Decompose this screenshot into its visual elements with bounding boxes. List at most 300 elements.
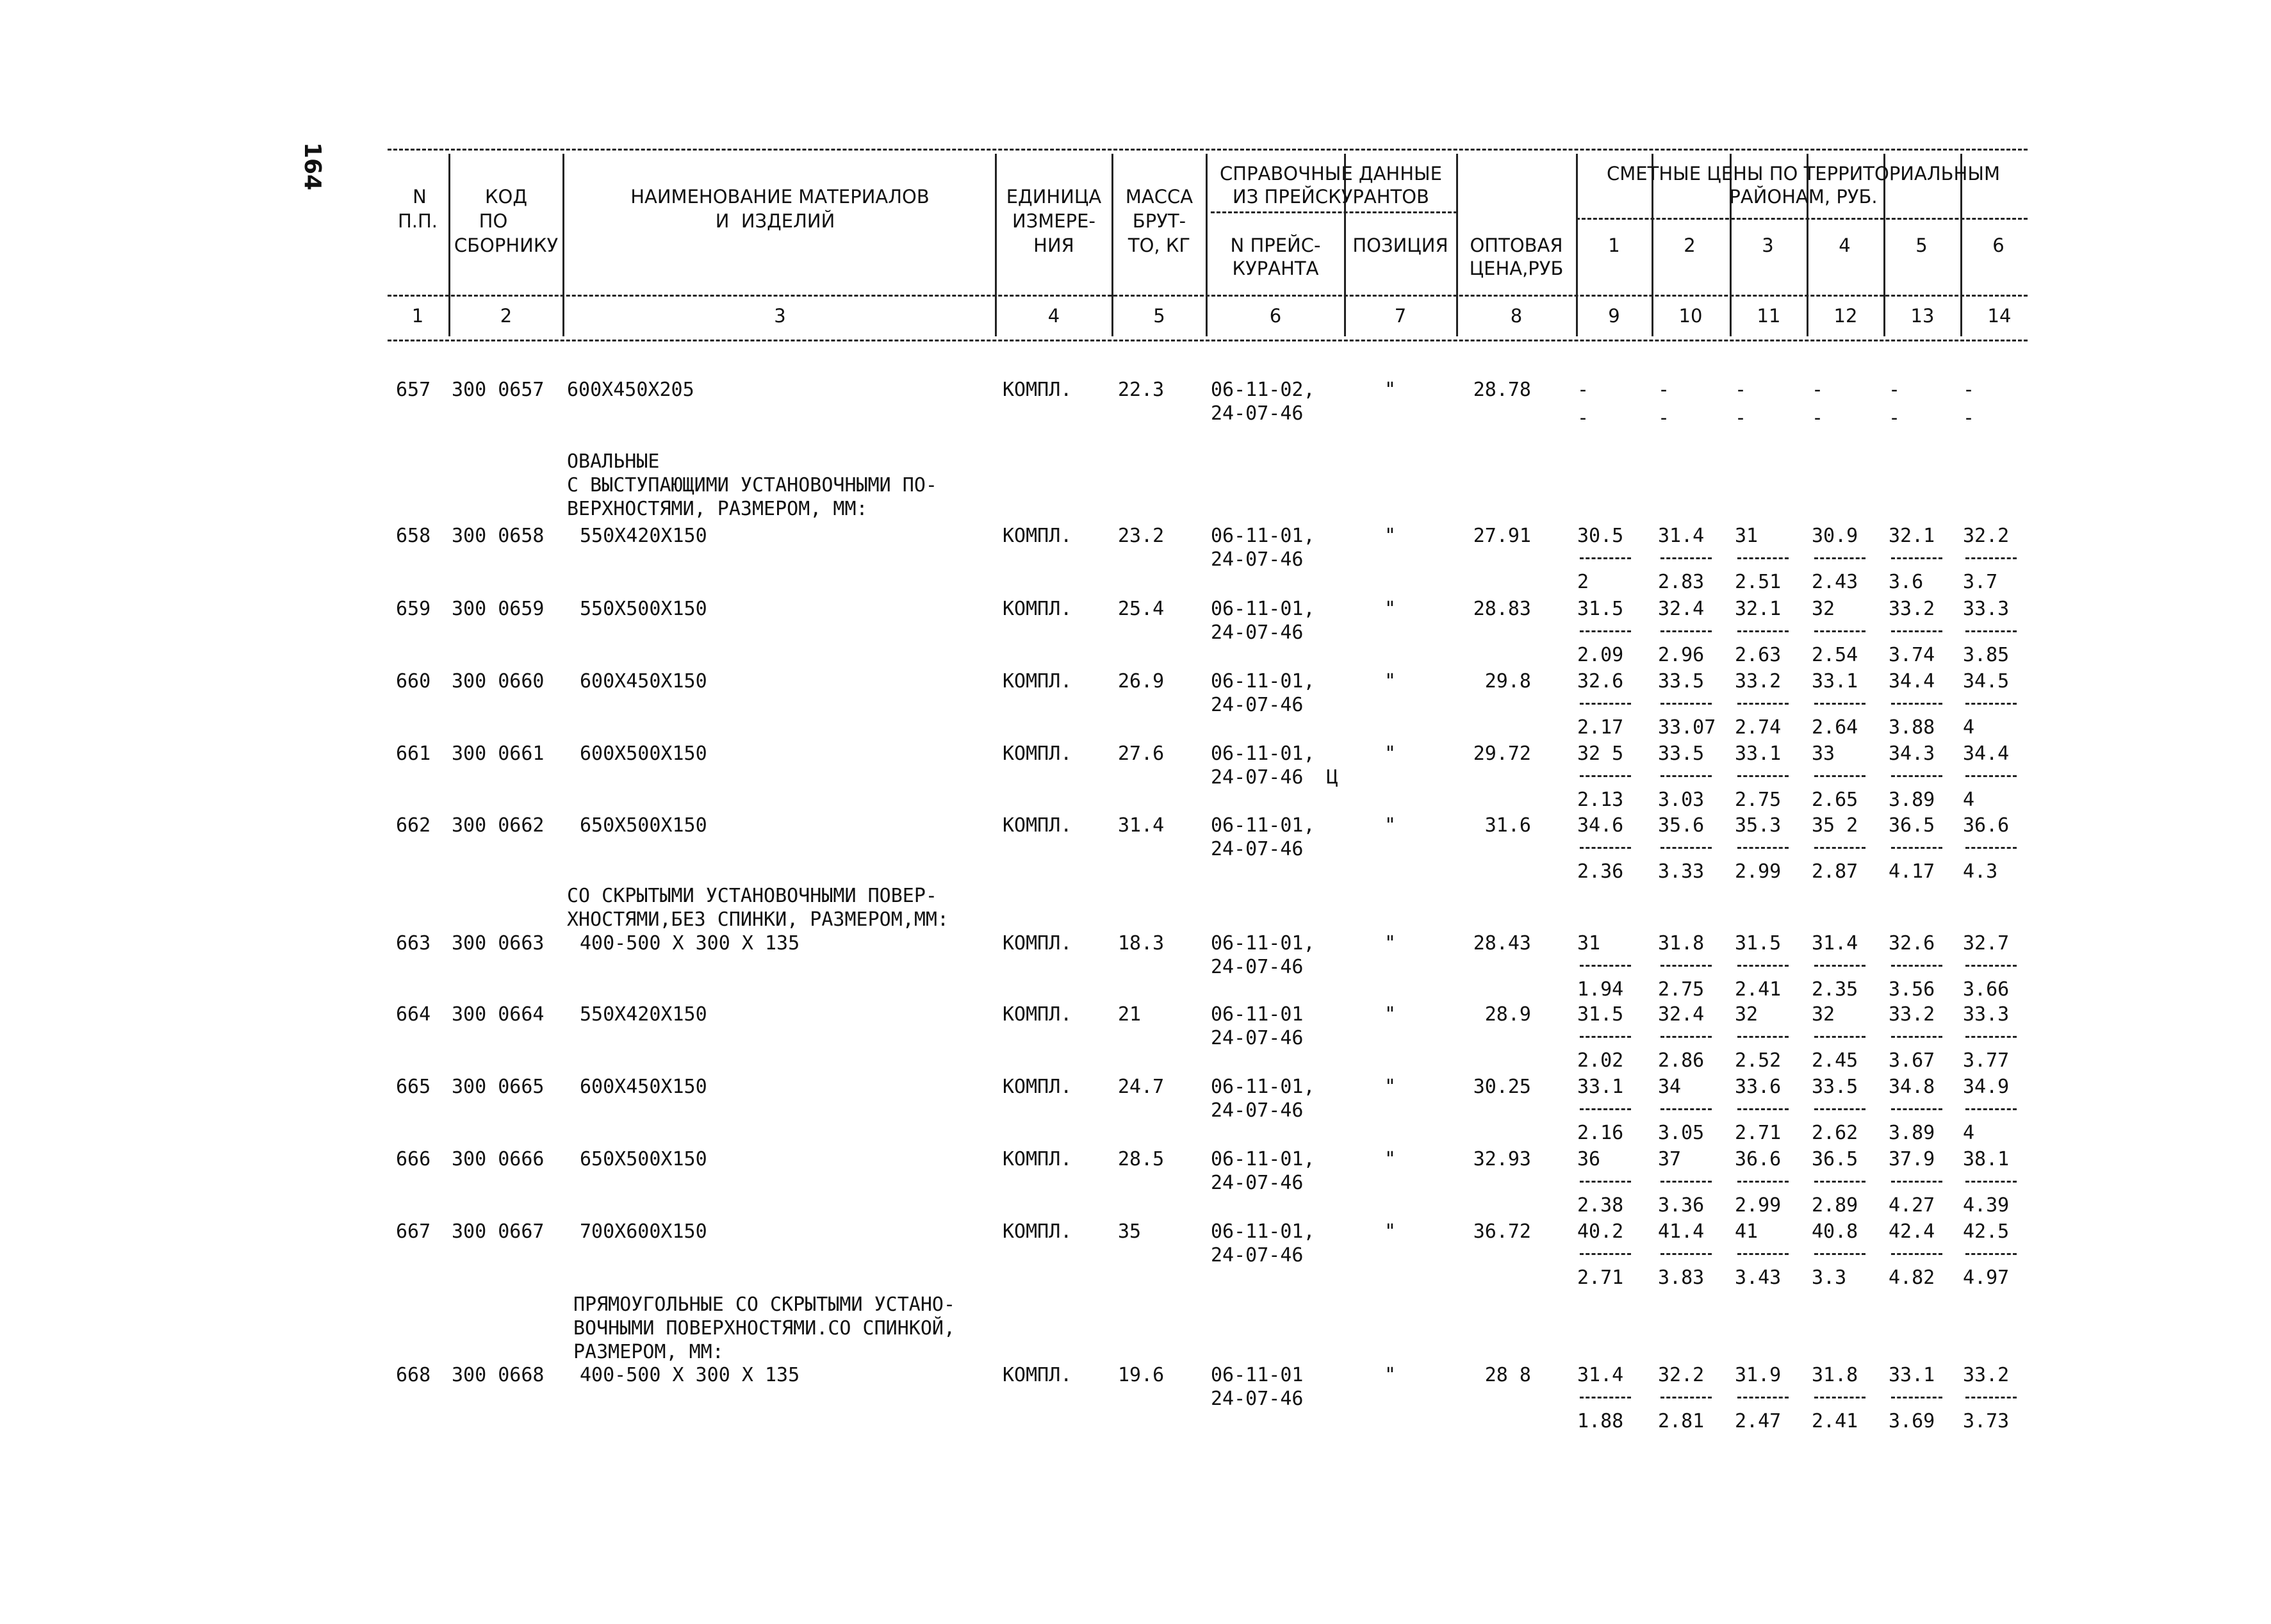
region-price: 33.2 xyxy=(1963,1364,2010,1386)
column-number: 7 xyxy=(1394,305,1407,327)
row-price-list: 24-07-46 xyxy=(1211,956,1304,978)
fraction-bar xyxy=(1660,965,1712,967)
row-wholesale-price: 31.6 xyxy=(1484,814,1531,837)
region-price: 32.7 xyxy=(1963,932,2010,955)
region-price: 34.9 xyxy=(1963,1076,2010,1098)
row-number: 666 xyxy=(396,1148,431,1170)
fraction-bar xyxy=(1814,1036,1865,1038)
region-price-denominator: 2.41 xyxy=(1735,978,1782,1001)
region-price: 36.5 xyxy=(1812,1148,1858,1170)
row-mass: 19.6 xyxy=(1118,1364,1165,1386)
region-price-denominator: 3.66 xyxy=(1963,978,2010,1001)
row-code: 300 0658 xyxy=(452,525,545,547)
fraction-bar xyxy=(1814,1108,1865,1110)
row-name: 700X600X150 xyxy=(580,1220,707,1243)
region-price: - xyxy=(1735,379,1747,401)
fraction-bar xyxy=(1814,1397,1865,1398)
section-heading: ПРЯМОУГОЛЬНЫЕ СО СКРЫТЫМИ УСТАНО- xyxy=(573,1293,956,1316)
region-price: 33.1 xyxy=(1577,1076,1624,1098)
region-price-denominator: 3.74 xyxy=(1889,644,1935,666)
region-price: 31.9 xyxy=(1735,1364,1782,1386)
region-price-denominator: 3.56 xyxy=(1889,978,1935,1001)
row-price-list: 24-07-46 xyxy=(1211,694,1304,716)
header-position: ПОЗИЦИЯ xyxy=(1352,234,1448,256)
fraction-bar xyxy=(1814,1253,1865,1255)
header-unit: ИЗМЕРЕ- xyxy=(1012,210,1095,232)
header-mass: МАССА xyxy=(1125,186,1193,208)
fraction-bar xyxy=(1965,1108,2017,1110)
region-price-denominator: 2.65 xyxy=(1812,789,1858,811)
fraction-bar xyxy=(1660,1108,1712,1110)
region-price-denominator: - xyxy=(1735,407,1747,429)
row-wholesale-price: 32.93 xyxy=(1473,1148,1531,1170)
row-unit: КОМПЛ. xyxy=(1003,814,1072,837)
row-mass: 27.6 xyxy=(1118,742,1165,765)
fraction-bar xyxy=(1580,1108,1631,1110)
region-price: 32.6 xyxy=(1889,932,1935,955)
row-wholesale-price: 36.72 xyxy=(1473,1220,1531,1243)
row-position: " xyxy=(1384,1220,1397,1243)
header-price-list: N ПРЕЙС- xyxy=(1230,234,1321,256)
region-price: 30.5 xyxy=(1577,525,1624,547)
fraction-bar xyxy=(1814,847,1865,849)
row-code: 300 0666 xyxy=(452,1148,545,1170)
region-price-denominator: 33.07 xyxy=(1658,716,1716,739)
row-number: 668 xyxy=(396,1364,431,1386)
region-price-denominator: 3.43 xyxy=(1735,1267,1782,1289)
row-code: 300 0657 xyxy=(452,379,545,401)
region-price: 40.8 xyxy=(1812,1220,1858,1243)
region-price-denominator: 2.64 xyxy=(1812,716,1858,739)
region-price: 42.4 xyxy=(1889,1220,1935,1243)
header-mass: ТО, КГ xyxy=(1127,234,1191,256)
row-name: 550X420X150 xyxy=(580,1003,707,1026)
region-price: 40.2 xyxy=(1577,1220,1624,1243)
row-wholesale-price: 28.43 xyxy=(1473,932,1531,955)
row-name: 600X450X150 xyxy=(580,670,707,693)
region-price-denominator: 2.75 xyxy=(1735,789,1782,811)
region-price: 36.6 xyxy=(1735,1148,1782,1170)
header-name: НАИМЕНОВАНИЕ МАТЕРИАЛОВ xyxy=(630,186,930,208)
region-price-denominator: 3.89 xyxy=(1889,1122,1935,1144)
region-price: 32.6 xyxy=(1577,670,1624,693)
fraction-bar xyxy=(1965,965,2017,967)
fraction-bar xyxy=(1737,965,1789,967)
row-position: " xyxy=(1384,1003,1397,1026)
region-price: 34.8 xyxy=(1889,1076,1935,1098)
region-price-denominator: 2.99 xyxy=(1735,860,1782,883)
section-heading: ВЕРХНОСТЯМИ, РАЗМЕРОМ, ММ: xyxy=(567,498,868,520)
region-price-denominator: 4 xyxy=(1963,1122,1975,1144)
region-price: 37 xyxy=(1658,1148,1682,1170)
region-price: 33.1 xyxy=(1735,742,1782,765)
fraction-bar xyxy=(1965,847,2017,849)
region-price: 31 xyxy=(1577,932,1601,955)
row-position: " xyxy=(1384,742,1397,765)
fraction-bar xyxy=(1891,965,1942,967)
row-wholesale-price: 29.8 xyxy=(1484,670,1531,693)
region-price-denominator: 1.88 xyxy=(1577,1410,1624,1432)
row-price-list: 24-07-46 xyxy=(1211,1099,1304,1122)
row-code: 300 0663 xyxy=(452,932,545,955)
row-position: " xyxy=(1384,598,1397,620)
region-price-denominator: 2.83 xyxy=(1658,571,1705,593)
region-price-denominator: - xyxy=(1812,407,1824,429)
region-price: 32.4 xyxy=(1658,598,1705,620)
row-mass: 21 xyxy=(1118,1003,1142,1026)
header-ref-group: ИЗ ПРЕЙСКУРАНТОВ xyxy=(1233,186,1429,208)
region-price-denominator: 2.38 xyxy=(1577,1194,1624,1217)
header-name: И ИЗДЕЛИЙ xyxy=(715,210,835,232)
region-price-denominator: 3.3 xyxy=(1812,1267,1847,1289)
header-price-list: КУРАНТА xyxy=(1232,258,1319,279)
fraction-bar xyxy=(1580,630,1631,632)
header-region: 1 xyxy=(1608,234,1620,256)
region-price: - xyxy=(1577,379,1589,401)
section-heading: ВОЧНЫМИ ПОВЕРХНОСТЯМИ.СО СПИНКОЙ, xyxy=(573,1317,956,1340)
row-position: " xyxy=(1384,932,1397,955)
row-code: 300 0664 xyxy=(452,1003,545,1026)
fraction-bar xyxy=(1814,775,1865,777)
row-code: 300 0662 xyxy=(452,814,545,837)
fraction-bar xyxy=(1737,1036,1789,1038)
row-mass: 28.5 xyxy=(1118,1148,1165,1170)
row-price-list: 06-11-01, xyxy=(1211,932,1315,955)
column-divider xyxy=(562,154,564,336)
row-position: " xyxy=(1384,814,1397,837)
header-bottom-rule xyxy=(388,340,2028,341)
row-number: 662 xyxy=(396,814,431,837)
row-unit: КОМПЛ. xyxy=(1003,1220,1072,1243)
fraction-bar xyxy=(1580,703,1631,705)
region-price-denominator: - xyxy=(1577,407,1589,429)
fraction-bar xyxy=(1891,557,1942,559)
fraction-bar xyxy=(1965,1181,2017,1183)
row-wholesale-price: 28.9 xyxy=(1484,1003,1531,1026)
region-price: 33.5 xyxy=(1812,1076,1858,1098)
header-wholesale: ОПТОВАЯ xyxy=(1470,234,1563,256)
row-position: " xyxy=(1384,670,1397,693)
row-unit: КОМПЛ. xyxy=(1003,379,1072,401)
region-price-denominator: 3.73 xyxy=(1963,1410,2010,1432)
region-price-denominator: 3.6 xyxy=(1889,571,1924,593)
row-wholesale-price: 27.91 xyxy=(1473,525,1531,547)
region-price-denominator: 2.54 xyxy=(1812,644,1858,666)
region-price: 32.1 xyxy=(1889,525,1935,547)
region-price: 31.4 xyxy=(1577,1364,1624,1386)
section-heading: СО СКРЫТЫМИ УСТАНОВОЧНЫМИ ПОВЕР- xyxy=(567,885,937,907)
region-price: 33.5 xyxy=(1658,742,1705,765)
fraction-bar xyxy=(1891,1108,1942,1110)
fraction-bar xyxy=(1965,1036,2017,1038)
region-price-denominator: 2.63 xyxy=(1735,644,1782,666)
row-wholesale-price: 28.83 xyxy=(1473,598,1531,620)
row-unit: КОМПЛ. xyxy=(1003,1076,1072,1098)
region-price-denominator: 3.69 xyxy=(1889,1410,1935,1432)
region-price: 32.4 xyxy=(1658,1003,1705,1026)
region-price: 33.2 xyxy=(1889,1003,1935,1026)
fraction-bar xyxy=(1580,1253,1631,1255)
fraction-bar xyxy=(1891,630,1942,632)
column-number: 13 xyxy=(1910,305,1935,327)
column-number: 8 xyxy=(1510,305,1523,327)
region-price: 33 xyxy=(1812,742,1835,765)
row-unit: КОМПЛ. xyxy=(1003,1003,1072,1026)
region-price: 32 xyxy=(1812,1003,1835,1026)
region-price-denominator: 4.39 xyxy=(1963,1194,2010,1217)
region-price-denominator: 2.13 xyxy=(1577,789,1624,811)
row-position: " xyxy=(1384,525,1397,547)
region-price-denominator: 3.05 xyxy=(1658,1122,1705,1144)
header-code: СБОРНИКУ xyxy=(454,234,559,256)
column-numbers-top-rule xyxy=(388,295,2028,297)
column-divider xyxy=(448,154,450,336)
row-price-list: 06-11-01, xyxy=(1211,525,1315,547)
row-name: 600X500X150 xyxy=(580,742,707,765)
header-estimate-group: РАЙОНАМ, РУБ. xyxy=(1729,186,1878,208)
row-name: 650X500X150 xyxy=(580,814,707,837)
region-price-denominator: 3.89 xyxy=(1889,789,1935,811)
row-mass: 24.7 xyxy=(1118,1076,1165,1098)
fraction-bar xyxy=(1891,703,1942,705)
fraction-bar xyxy=(1580,775,1631,777)
fraction-bar xyxy=(1660,1181,1712,1183)
column-number: 12 xyxy=(1833,305,1858,327)
row-unit: КОМПЛ. xyxy=(1003,932,1072,955)
row-price-list: 06-11-01 xyxy=(1211,1003,1304,1026)
region-price: 36.5 xyxy=(1889,814,1935,837)
row-number: 660 xyxy=(396,670,431,693)
region-price: 34.5 xyxy=(1963,670,2010,693)
region-price: 34.3 xyxy=(1889,742,1935,765)
region-price-denominator: 2.62 xyxy=(1812,1122,1858,1144)
row-price-list: 06-11-01, xyxy=(1211,670,1315,693)
region-price: 31.8 xyxy=(1658,932,1705,955)
section-heading: ОВАЛЬНЫЕ xyxy=(567,450,660,473)
row-position: " xyxy=(1384,1076,1397,1098)
region-price: 33.2 xyxy=(1735,670,1782,693)
region-price-denominator: 3.67 xyxy=(1889,1049,1935,1072)
row-price-list: 24-07-46 xyxy=(1211,548,1304,571)
column-number: 3 xyxy=(774,305,786,327)
region-price: 32 xyxy=(1812,598,1835,620)
row-price-list: 06-11-01, xyxy=(1211,814,1315,837)
region-price-denominator: 3.36 xyxy=(1658,1194,1705,1217)
fraction-bar xyxy=(1660,630,1712,632)
row-price-list: 24-07-46 xyxy=(1211,1244,1304,1267)
region-price: 33.2 xyxy=(1889,598,1935,620)
region-price: 33.3 xyxy=(1963,598,2010,620)
fraction-bar xyxy=(1891,1253,1942,1255)
fraction-bar xyxy=(1891,1036,1942,1038)
section-heading: С ВЫСТУПАЮЩИМИ УСТАНОВОЧНЫМИ ПО- xyxy=(567,474,937,496)
region-price: 34.4 xyxy=(1889,670,1935,693)
header-mass: БРУТ- xyxy=(1132,210,1186,232)
page-number: 164 xyxy=(299,142,325,191)
header-region: 3 xyxy=(1762,234,1774,256)
region-price-denominator: 2.74 xyxy=(1735,716,1782,739)
section-heading: РАЗМЕРОМ, ММ: xyxy=(573,1341,724,1363)
region-price: - xyxy=(1889,379,1901,401)
row-position: " xyxy=(1384,1148,1397,1170)
region-price: 32.2 xyxy=(1963,525,2010,547)
row-name: 600X450X205 xyxy=(567,379,694,401)
row-unit: КОМПЛ. xyxy=(1003,598,1072,620)
row-wholesale-price: 30.25 xyxy=(1473,1076,1531,1098)
header-unit: НИЯ xyxy=(1033,234,1074,256)
fraction-bar xyxy=(1660,1036,1712,1038)
row-price-list: 06-11-02, xyxy=(1211,379,1315,401)
region-price: 35.3 xyxy=(1735,814,1782,837)
fraction-bar xyxy=(1814,557,1865,559)
region-price-denominator: 2 xyxy=(1577,571,1589,593)
fraction-bar xyxy=(1965,557,2017,559)
region-price: 38.1 xyxy=(1963,1148,2010,1170)
region-price: 31.5 xyxy=(1735,932,1782,955)
fraction-bar xyxy=(1891,1181,1942,1183)
fraction-bar xyxy=(1737,557,1789,559)
region-price-denominator: 3.88 xyxy=(1889,716,1935,739)
row-name: 600X450X150 xyxy=(580,1076,707,1098)
column-number: 14 xyxy=(1987,305,2012,327)
row-price-list: 06-11-01, xyxy=(1211,742,1315,765)
region-price: 31 xyxy=(1735,525,1759,547)
header-num: П.П. xyxy=(397,210,438,232)
region-price: 35.6 xyxy=(1658,814,1705,837)
header-unit: ЕДИНИЦА xyxy=(1006,186,1102,208)
ref-group-rule xyxy=(1211,211,1457,213)
region-price: - xyxy=(1963,379,1975,401)
column-number: 6 xyxy=(1269,305,1282,327)
fraction-bar xyxy=(1580,1181,1631,1183)
region-price: 41 xyxy=(1735,1220,1759,1243)
header-estimate-group: СМЕТНЫЕ ЦЕНЫ ПО ТЕРРИТОРИАЛЬНЫМ xyxy=(1607,163,2000,185)
row-mass: 31.4 xyxy=(1118,814,1165,837)
region-price: - xyxy=(1658,379,1670,401)
row-price-list: 24-07-46 xyxy=(1211,838,1304,860)
region-price: 31.4 xyxy=(1658,525,1705,547)
row-price-list: 06-11-01 xyxy=(1211,1364,1304,1386)
region-price-denominator: 2.96 xyxy=(1658,644,1705,666)
row-name: 650X500X150 xyxy=(580,1148,707,1170)
region-price-denominator: 3.85 xyxy=(1963,644,2010,666)
region-price: 34.4 xyxy=(1963,742,2010,765)
row-price-list: 06-11-01, xyxy=(1211,598,1315,620)
row-position: " xyxy=(1384,1364,1397,1386)
region-price-denominator: 2.86 xyxy=(1658,1049,1705,1072)
row-price-list: 06-11-01, xyxy=(1211,1148,1315,1170)
row-mass: 35 xyxy=(1118,1220,1142,1243)
fraction-bar xyxy=(1580,965,1631,967)
region-price: 35 2 xyxy=(1812,814,1858,837)
column-number: 10 xyxy=(1678,305,1703,327)
fraction-bar xyxy=(1965,1397,2017,1398)
row-code: 300 0668 xyxy=(452,1364,545,1386)
header-code: ПО xyxy=(479,210,508,232)
fraction-bar xyxy=(1737,630,1789,632)
region-price-denominator: 2.36 xyxy=(1577,860,1624,883)
row-number: 665 xyxy=(396,1076,431,1098)
region-price-denominator: 2.99 xyxy=(1735,1194,1782,1217)
fraction-bar xyxy=(1580,1036,1631,1038)
region-price: 32.2 xyxy=(1658,1364,1705,1386)
row-unit: КОМПЛ. xyxy=(1003,1148,1072,1170)
row-name: 550X500X150 xyxy=(580,598,707,620)
column-number: 5 xyxy=(1153,305,1165,327)
row-code: 300 0667 xyxy=(452,1220,545,1243)
row-price-list: 24-07-46 xyxy=(1211,1388,1304,1410)
fraction-bar xyxy=(1814,703,1865,705)
region-price-denominator: 2.89 xyxy=(1812,1194,1858,1217)
region-price: 41.4 xyxy=(1658,1220,1705,1243)
fraction-bar xyxy=(1737,775,1789,777)
row-code: 300 0661 xyxy=(452,742,545,765)
fraction-bar xyxy=(1891,847,1942,849)
region-price: 32.1 xyxy=(1735,598,1782,620)
column-number: 9 xyxy=(1608,305,1620,327)
row-code: 300 0660 xyxy=(452,670,545,693)
fraction-bar xyxy=(1660,775,1712,777)
region-price: 33.1 xyxy=(1889,1364,1935,1386)
region-price: 36 xyxy=(1577,1148,1601,1170)
region-price-denominator: - xyxy=(1658,407,1670,429)
row-unit: КОМПЛ. xyxy=(1003,670,1072,693)
row-number: 657 xyxy=(396,379,431,401)
row-number: 667 xyxy=(396,1220,431,1243)
row-wholesale-price: 28 8 xyxy=(1484,1364,1531,1386)
region-price: 31.4 xyxy=(1812,932,1858,955)
fraction-bar xyxy=(1737,1253,1789,1255)
region-price: 33.5 xyxy=(1658,670,1705,693)
header-wholesale: ЦЕНА,РУБ xyxy=(1469,258,1564,279)
region-price: 33.1 xyxy=(1812,670,1858,693)
header-region: 4 xyxy=(1839,234,1851,256)
region-price-denominator: 4.82 xyxy=(1889,1267,1935,1289)
row-mass: 26.9 xyxy=(1118,670,1165,693)
fraction-bar xyxy=(1580,557,1631,559)
column-number: 2 xyxy=(500,305,512,327)
row-wholesale-price: 29.72 xyxy=(1473,742,1531,765)
fraction-bar xyxy=(1660,847,1712,849)
row-mass: 18.3 xyxy=(1118,932,1165,955)
region-price-denominator: 3.33 xyxy=(1658,860,1705,883)
fraction-bar xyxy=(1660,1397,1712,1398)
region-price-denominator: 4 xyxy=(1963,789,1975,811)
row-number: 663 xyxy=(396,932,431,955)
fraction-bar xyxy=(1737,1181,1789,1183)
region-price-denominator: 3.7 xyxy=(1963,571,1998,593)
row-price-list: 06-11-01, xyxy=(1211,1220,1315,1243)
region-price: 34 xyxy=(1658,1076,1682,1098)
header-region: 6 xyxy=(1992,234,2005,256)
header-region: 5 xyxy=(1915,234,1928,256)
header-region: 2 xyxy=(1684,234,1696,256)
region-price: 32 5 xyxy=(1577,742,1624,765)
row-name: 400-500 X 300 X 135 xyxy=(580,932,800,955)
fraction-bar xyxy=(1660,703,1712,705)
fraction-bar xyxy=(1965,775,2017,777)
region-price-denominator: 1.94 xyxy=(1577,978,1624,1001)
header-num: N xyxy=(413,186,427,208)
row-wholesale-price: 28.78 xyxy=(1473,379,1531,401)
row-mass: 22.3 xyxy=(1118,379,1165,401)
region-price-denominator: 2.09 xyxy=(1577,644,1624,666)
fraction-bar xyxy=(1814,965,1865,967)
row-position: " xyxy=(1384,379,1397,401)
fraction-bar xyxy=(1965,703,2017,705)
region-price-denominator: 4.3 xyxy=(1963,860,1998,883)
row-number: 664 xyxy=(396,1003,431,1026)
